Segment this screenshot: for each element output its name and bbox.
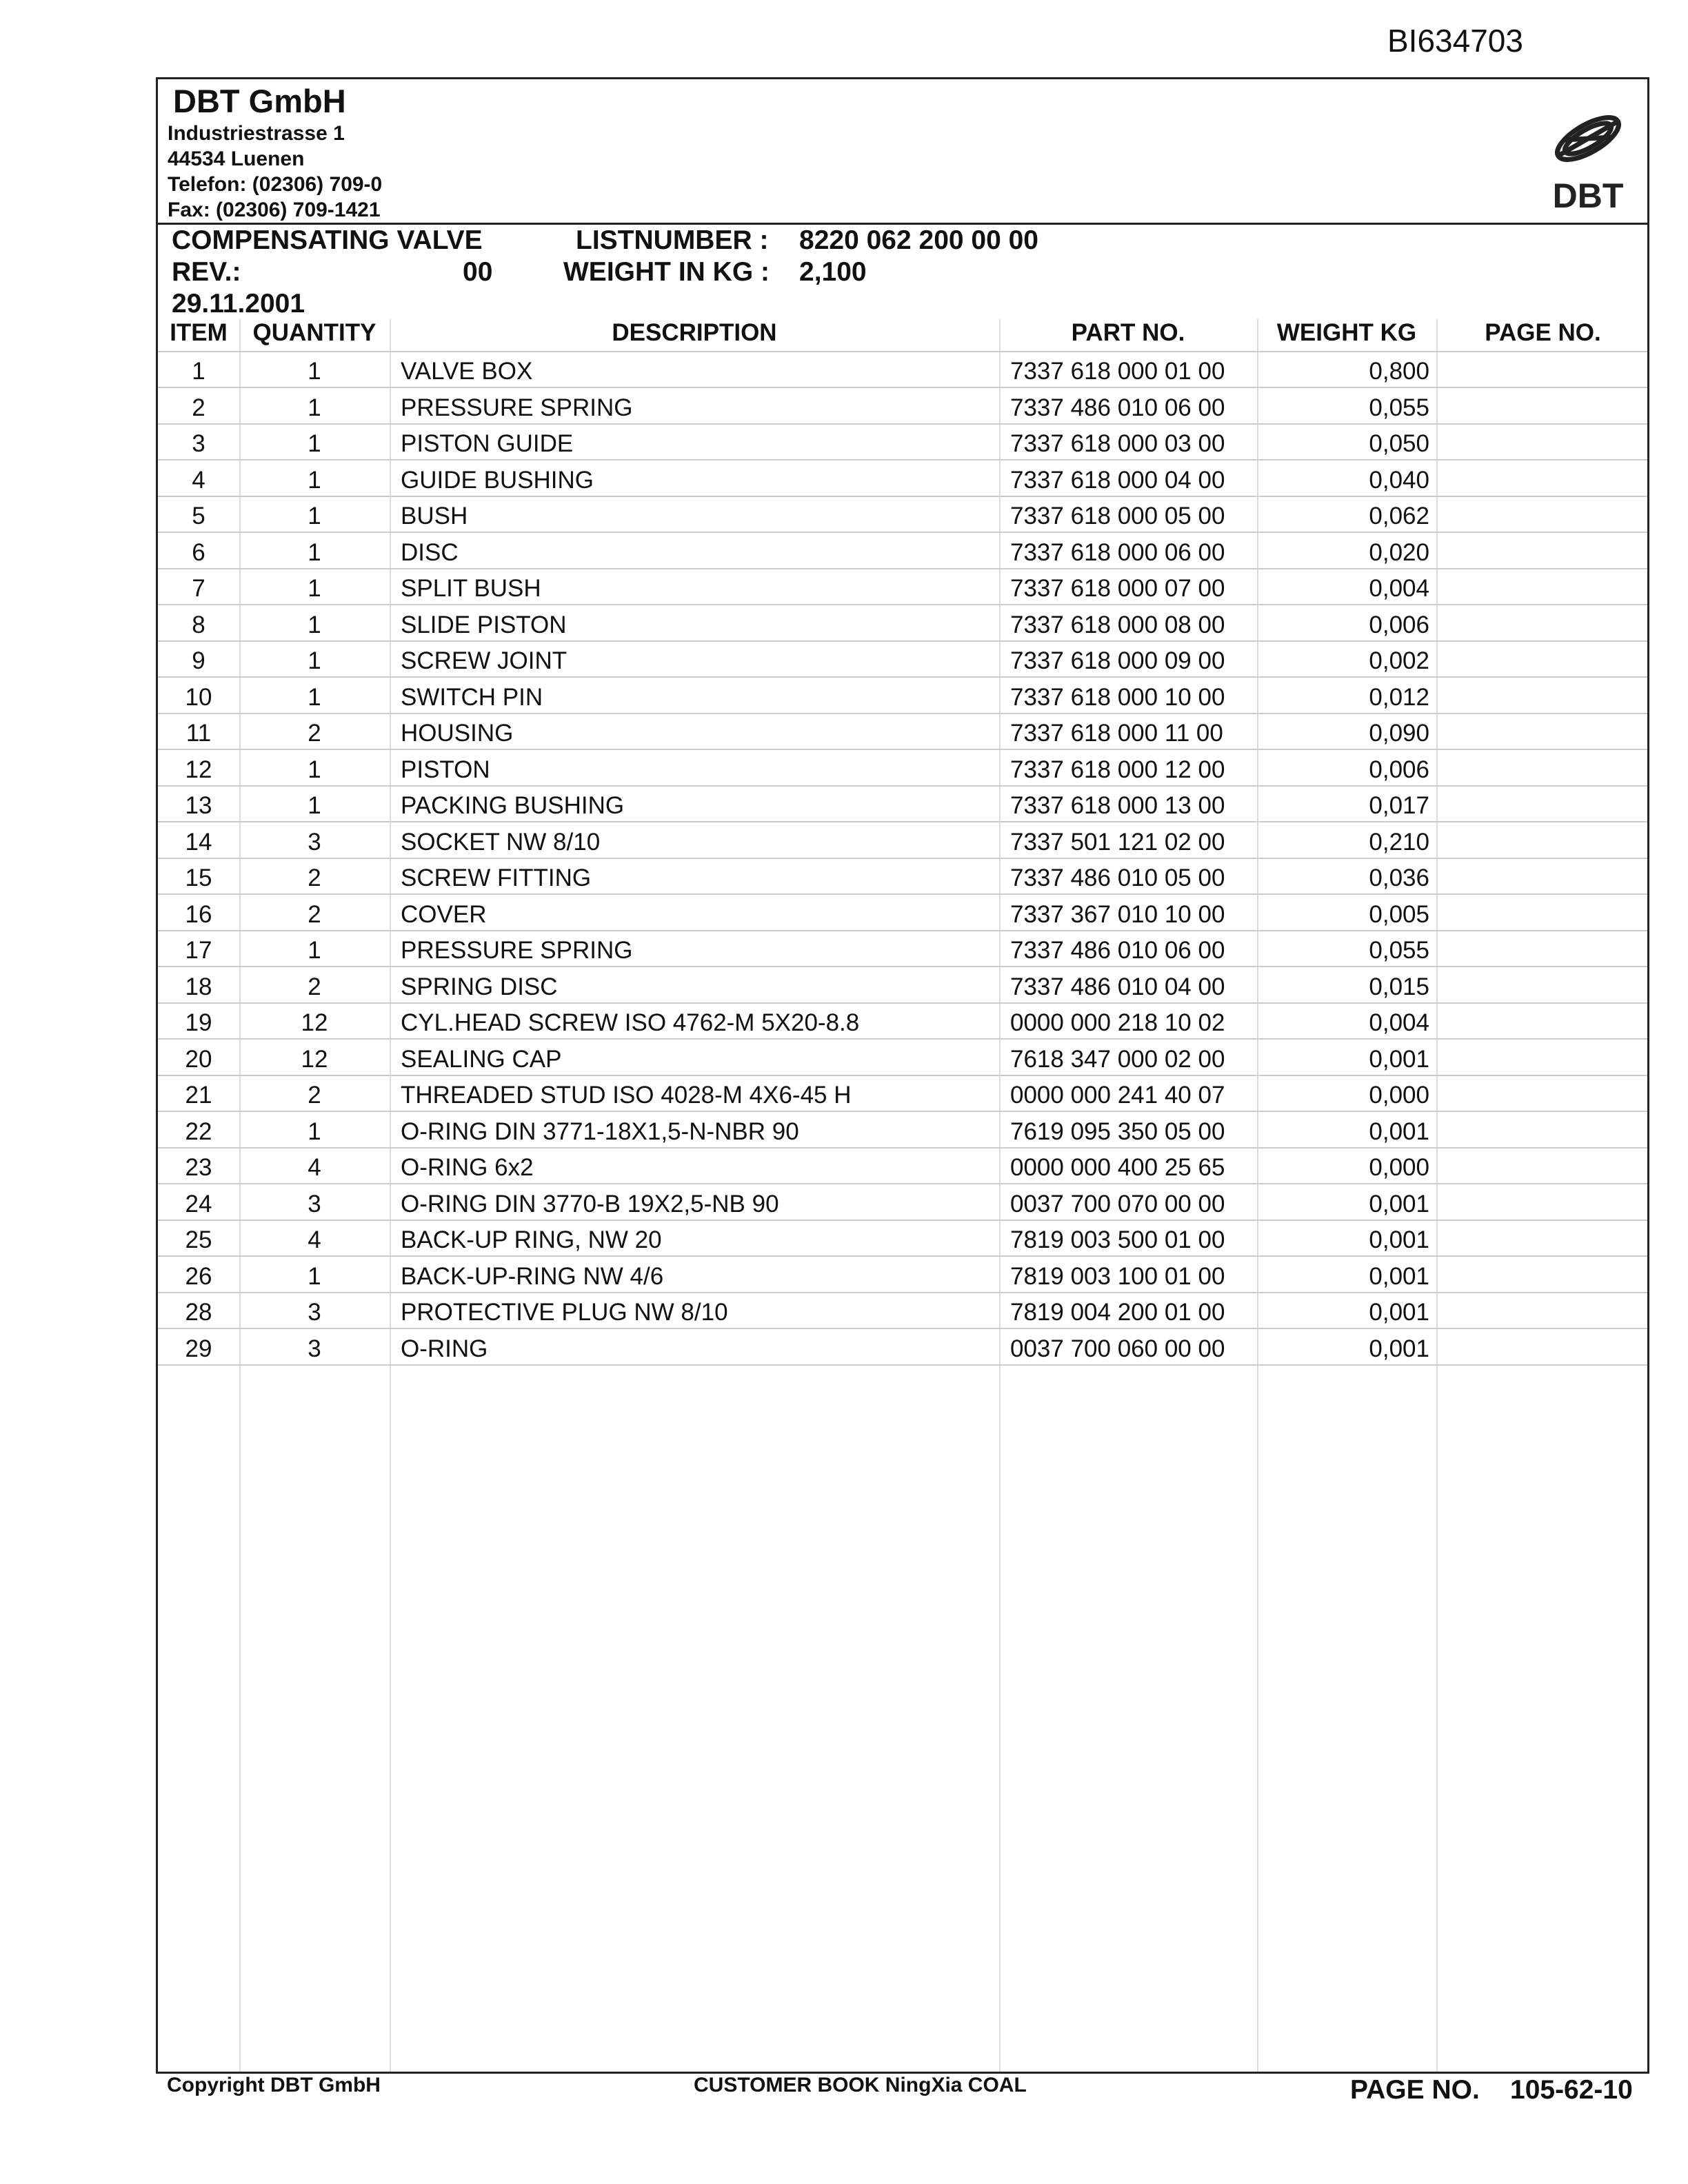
cell-weight: 0,012 xyxy=(1369,683,1429,711)
cell-item: 25 xyxy=(185,1226,212,1253)
table-row xyxy=(158,1293,1647,1329)
table-row xyxy=(158,787,1647,822)
cell-part: 7819 003 500 01 00 xyxy=(1010,1226,1225,1253)
table-row xyxy=(158,968,1647,1004)
cell-weight: 0,001 xyxy=(1369,1118,1429,1145)
cell-qty: 4 xyxy=(308,1226,321,1253)
address-fax: Fax: (02306) 709-1421 xyxy=(168,199,381,221)
cell-item: 17 xyxy=(185,937,212,964)
dbt-logo-icon xyxy=(1547,97,1629,221)
table-row xyxy=(158,751,1647,787)
cell-desc: BUSH xyxy=(401,503,468,529)
table-row xyxy=(158,1330,1647,1366)
cell-desc: THREADED STUD ISO 4028-M 4X6-45 H xyxy=(401,1082,852,1109)
cell-item: 15 xyxy=(185,865,212,891)
cell-part: 7618 347 000 02 00 xyxy=(1010,1045,1225,1073)
address-city: 44534 Luenen xyxy=(168,148,305,170)
cell-qty: 2 xyxy=(308,1082,321,1109)
cell-item: 14 xyxy=(185,828,212,856)
cell-qty: 1 xyxy=(308,503,321,529)
logo-text: DBT xyxy=(1552,176,1624,215)
cell-qty: 12 xyxy=(301,1009,328,1036)
cell-weight: 0,210 xyxy=(1369,828,1429,856)
header-divider xyxy=(158,223,1647,225)
cell-part: 7819 003 100 01 00 xyxy=(1010,1262,1225,1290)
cell-part: 0037 700 070 00 00 xyxy=(1010,1190,1225,1217)
cell-qty: 2 xyxy=(308,720,321,747)
cell-part: 7619 095 350 05 00 xyxy=(1010,1118,1225,1145)
cell-desc: SPRING DISC xyxy=(401,973,558,1000)
cell-item: 28 xyxy=(185,1299,212,1326)
cell-desc: SOCKET NW 8/10 xyxy=(401,828,601,856)
cell-part: 7337 618 000 05 00 xyxy=(1010,503,1225,529)
weight-value: 2,100 xyxy=(799,257,867,287)
column-header-part-no: PART NO. xyxy=(1071,319,1185,346)
footer-page-number: 105-62-10 xyxy=(1510,2075,1633,2105)
cell-qty: 3 xyxy=(308,828,321,856)
cell-weight: 0,004 xyxy=(1369,1009,1429,1036)
cell-qty: 1 xyxy=(308,937,321,964)
cell-desc: SCREW JOINT xyxy=(401,647,567,674)
cell-item: 16 xyxy=(185,900,212,928)
footer-copyright: Copyright DBT GmbH xyxy=(167,2074,381,2096)
listnumber-value: 8220 062 200 00 00 xyxy=(799,225,1039,255)
cell-part: 7337 486 010 06 00 xyxy=(1010,937,1225,964)
cell-desc: PROTECTIVE PLUG NW 8/10 xyxy=(401,1299,728,1326)
table-row xyxy=(158,678,1647,714)
cell-item: 12 xyxy=(185,756,212,783)
cell-item: 11 xyxy=(185,720,212,747)
table-row xyxy=(158,425,1647,461)
cell-part: 7337 618 000 10 00 xyxy=(1010,683,1225,711)
cell-weight: 0,000 xyxy=(1369,1082,1429,1109)
cell-weight: 0,015 xyxy=(1369,973,1429,1000)
cell-qty: 3 xyxy=(308,1299,321,1326)
cell-item: 9 xyxy=(192,647,205,674)
cell-item: 5 xyxy=(192,503,205,529)
cell-part: 7337 618 000 07 00 xyxy=(1010,575,1225,602)
column-header-item: ITEM xyxy=(170,319,228,346)
cell-part: 7337 618 000 12 00 xyxy=(1010,756,1225,783)
cell-part: 7337 618 000 11 00 xyxy=(1010,720,1223,747)
table-row xyxy=(158,1149,1647,1184)
cell-weight: 0,005 xyxy=(1369,900,1429,928)
cell-weight: 0,001 xyxy=(1369,1262,1429,1290)
cell-desc: VALVE BOX xyxy=(401,358,533,385)
table-row xyxy=(158,1257,1647,1293)
cell-item: 6 xyxy=(192,538,205,566)
cell-desc: SCREW FITTING xyxy=(401,865,592,891)
cell-weight: 0,006 xyxy=(1369,756,1429,783)
cell-desc: BACK-UP RING, NW 20 xyxy=(401,1226,662,1253)
cell-item: 21 xyxy=(185,1082,212,1109)
cell-item: 20 xyxy=(185,1045,212,1073)
table-row xyxy=(158,642,1647,678)
cell-item: 10 xyxy=(185,683,212,711)
cell-item: 23 xyxy=(185,1154,212,1181)
table-row xyxy=(158,823,1647,859)
table-row xyxy=(158,931,1647,967)
cell-item: 26 xyxy=(185,1262,212,1290)
cell-item: 4 xyxy=(192,466,205,494)
cell-qty: 1 xyxy=(308,611,321,638)
cell-weight: 0,090 xyxy=(1369,720,1429,747)
cell-item: 29 xyxy=(185,1335,212,1362)
cell-part: 7337 618 000 06 00 xyxy=(1010,538,1225,566)
cell-part: 0037 700 060 00 00 xyxy=(1010,1335,1225,1362)
cell-desc: BACK-UP-RING NW 4/6 xyxy=(401,1262,664,1290)
cell-desc: DISC xyxy=(401,538,459,566)
column-header-weight: WEIGHT KG xyxy=(1276,319,1417,346)
cell-weight: 0,001 xyxy=(1369,1335,1429,1362)
cell-desc: GUIDE BUSHING xyxy=(401,466,594,494)
table-row xyxy=(158,534,1647,569)
cell-qty: 1 xyxy=(308,358,321,385)
table-row xyxy=(158,1185,1647,1221)
weight-label: WEIGHT IN KG : xyxy=(563,257,770,287)
table-row xyxy=(158,1040,1647,1076)
table-row xyxy=(158,1113,1647,1149)
cell-desc: O-RING xyxy=(401,1335,488,1362)
cell-qty: 1 xyxy=(308,756,321,783)
cell-qty: 3 xyxy=(308,1335,321,1362)
cell-part: 7337 486 010 04 00 xyxy=(1010,973,1225,1000)
cell-part: 7337 618 000 03 00 xyxy=(1010,430,1225,457)
cell-item: 2 xyxy=(192,394,205,421)
list-title: COMPENSATING VALVE xyxy=(172,225,483,255)
cell-qty: 12 xyxy=(301,1045,328,1073)
rev-value: 00 xyxy=(463,257,493,287)
cell-qty: 1 xyxy=(308,575,321,602)
cell-weight: 0,006 xyxy=(1369,611,1429,638)
cell-part: 7337 618 000 01 00 xyxy=(1010,358,1225,385)
cell-qty: 1 xyxy=(308,683,321,711)
cell-qty: 2 xyxy=(308,900,321,928)
rev-label: REV.: xyxy=(172,257,241,287)
cell-weight: 0,055 xyxy=(1369,394,1429,421)
cell-part: 0000 000 400 25 65 xyxy=(1010,1154,1225,1181)
cell-item: 7 xyxy=(192,575,205,602)
cell-part: 7337 501 121 02 00 xyxy=(1010,828,1225,856)
cell-weight: 0,001 xyxy=(1369,1045,1429,1073)
table-row xyxy=(158,859,1647,895)
cell-qty: 2 xyxy=(308,973,321,1000)
cell-part: 0000 000 218 10 02 xyxy=(1010,1009,1225,1036)
table-row xyxy=(158,606,1647,642)
column-header-description: DESCRIPTION xyxy=(612,319,777,346)
cell-item: 13 xyxy=(185,792,212,819)
cell-desc: SLIDE PISTON xyxy=(401,611,567,638)
cell-desc: O-RING 6x2 xyxy=(401,1154,534,1181)
cell-part: 7337 486 010 05 00 xyxy=(1010,865,1225,891)
cell-weight: 0,050 xyxy=(1369,430,1429,457)
address-phone: Telefon: (02306) 709-0 xyxy=(168,173,383,196)
column-header-quantity: QUANTITY xyxy=(252,319,376,346)
footer-page-label: PAGE NO. xyxy=(1350,2075,1480,2105)
cell-desc: SEALING CAP xyxy=(401,1045,562,1073)
cell-desc: CYL.HEAD SCREW ISO 4762-M 5X20-8.8 xyxy=(401,1009,860,1036)
list-date: 29.11.2001 xyxy=(172,289,305,318)
cell-qty: 2 xyxy=(308,865,321,891)
cell-weight: 0,001 xyxy=(1369,1190,1429,1217)
table-row xyxy=(158,389,1647,425)
cell-desc: SWITCH PIN xyxy=(401,683,543,711)
cell-part: 0000 000 241 40 07 xyxy=(1010,1082,1225,1109)
cell-qty: 1 xyxy=(308,792,321,819)
cell-item: 1 xyxy=(192,358,205,385)
cell-weight: 0,004 xyxy=(1369,575,1429,602)
footer-book: CUSTOMER BOOK NingXia COAL xyxy=(694,2074,1027,2096)
parts-list-frame xyxy=(156,77,1649,2074)
table-row xyxy=(158,1004,1647,1040)
cell-qty: 1 xyxy=(308,466,321,494)
cell-item: 3 xyxy=(192,430,205,457)
cell-weight: 0,001 xyxy=(1369,1299,1429,1326)
cell-weight: 0,062 xyxy=(1369,503,1429,529)
cell-part: 7819 004 200 01 00 xyxy=(1010,1299,1225,1326)
cell-desc: PISTON xyxy=(401,756,490,783)
cell-qty: 1 xyxy=(308,394,321,421)
cell-qty: 1 xyxy=(308,1118,321,1145)
cell-weight: 0,800 xyxy=(1369,358,1429,385)
cell-desc: SPLIT BUSH xyxy=(401,575,541,602)
cell-weight: 0,020 xyxy=(1369,538,1429,566)
cell-desc: COVER xyxy=(401,900,487,928)
cell-part: 7337 618 000 09 00 xyxy=(1010,647,1225,674)
cell-weight: 0,055 xyxy=(1369,937,1429,964)
cell-part: 7337 367 010 10 00 xyxy=(1010,900,1225,928)
cell-item: 24 xyxy=(185,1190,212,1217)
cell-weight: 0,036 xyxy=(1369,865,1429,891)
table-row xyxy=(158,896,1647,931)
listnumber-label: LISTNUMBER : xyxy=(576,225,769,255)
cell-item: 22 xyxy=(185,1118,212,1145)
cell-weight: 0,000 xyxy=(1369,1154,1429,1181)
cell-item: 8 xyxy=(192,611,205,638)
cell-qty: 1 xyxy=(308,647,321,674)
cell-weight: 0,040 xyxy=(1369,466,1429,494)
cell-qty: 3 xyxy=(308,1190,321,1217)
cell-qty: 1 xyxy=(308,430,321,457)
cell-desc: PRESSURE SPRING xyxy=(401,937,633,964)
table-row xyxy=(158,569,1647,605)
cell-qty: 1 xyxy=(308,1262,321,1290)
document-id: BI634703 xyxy=(1387,23,1523,59)
company-name: DBT GmbH xyxy=(173,83,346,119)
cell-desc: PISTON GUIDE xyxy=(401,430,574,457)
cell-weight: 0,002 xyxy=(1369,647,1429,674)
cell-item: 19 xyxy=(185,1009,212,1036)
cell-part: 7337 618 000 13 00 xyxy=(1010,792,1225,819)
table-row xyxy=(158,1076,1647,1112)
cell-desc: PRESSURE SPRING xyxy=(401,394,633,421)
cell-qty: 4 xyxy=(308,1154,321,1181)
cell-qty: 1 xyxy=(308,538,321,566)
table-row xyxy=(158,352,1647,388)
cell-part: 7337 618 000 04 00 xyxy=(1010,466,1225,494)
cell-desc: PACKING BUSHING xyxy=(401,792,625,819)
table-row xyxy=(158,461,1647,497)
cell-desc: HOUSING xyxy=(401,720,514,747)
cell-part: 7337 486 010 06 00 xyxy=(1010,394,1225,421)
table-row xyxy=(158,714,1647,750)
table-row xyxy=(158,1221,1647,1257)
cell-item: 18 xyxy=(185,973,212,1000)
cell-weight: 0,017 xyxy=(1369,792,1429,819)
column-header-page-no: PAGE NO. xyxy=(1485,319,1601,346)
address-street: Industriestrasse 1 xyxy=(168,122,345,145)
cell-weight: 0,001 xyxy=(1369,1226,1429,1253)
cell-desc: O-RING DIN 3770-B 19X2,5-NB 90 xyxy=(401,1190,779,1217)
table-row xyxy=(158,497,1647,533)
cell-part: 7337 618 000 08 00 xyxy=(1010,611,1225,638)
cell-desc: O-RING DIN 3771-18X1,5-N-NBR 90 xyxy=(401,1118,799,1145)
